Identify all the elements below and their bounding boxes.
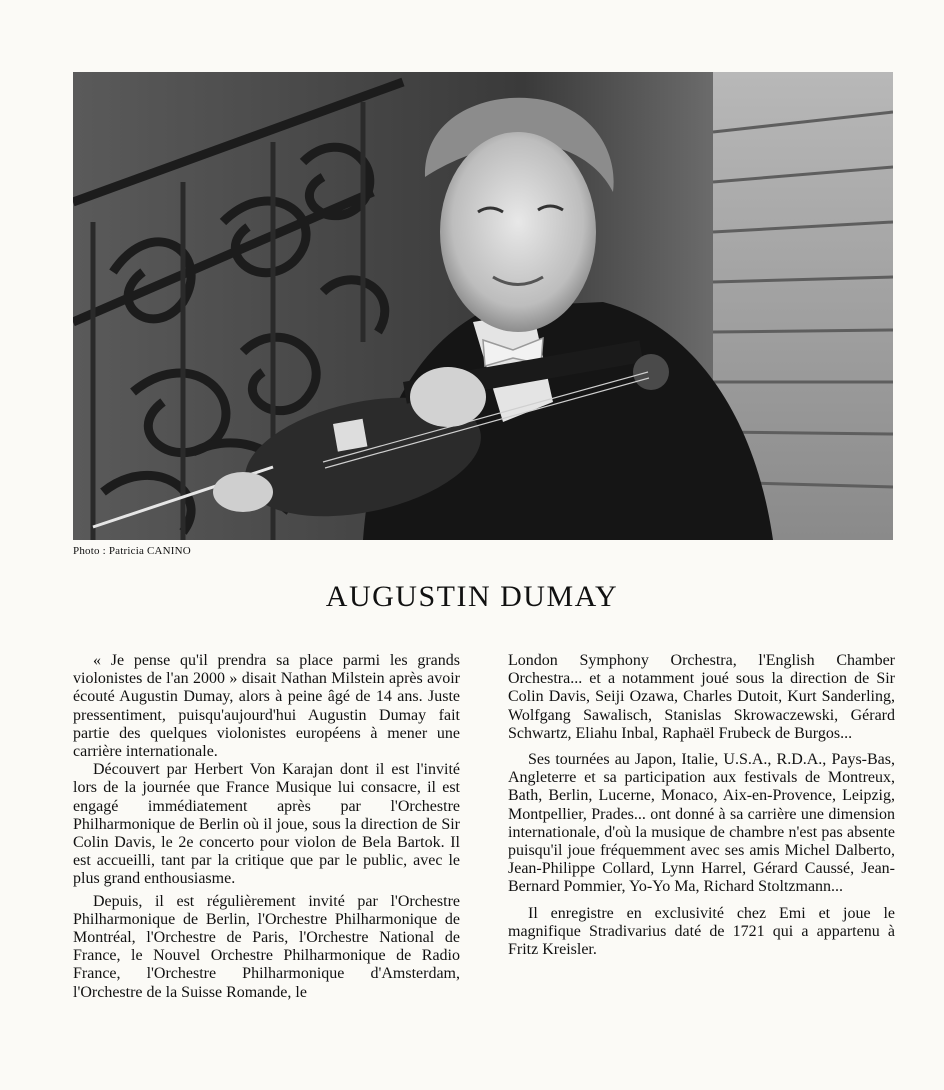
paragraph: London Symphony Orchestra, l'English Chamber Orchestra... et a notamment joué sous la direction de Sir Colin Davis, Seiji Ozawa, Charles Dutoit, Kurt Sanderling, Wolfgang Sawalisch, Stanislas Skrowaczewski, Gérard Schwartz, Eliahu Inbal, Raphaël Frubeck de Burgos...: [508, 652, 895, 742]
paragraph: Ses tournées au Japon, Italie, U.S.A., R.D.A., Pays-Bas, Angleterre et sa participation aux festivals de Montreux, Bath, Berlin, Lucerne, Monaco, Aix-en-Provence, Leipzig, Montpellier, Prades... ont donné à sa carrière une dimension internationale, d'où la musique de chambre n'est pas absente puisqu'il joue fréquemment avec ses amis Michel Dalberto, Jean-Philippe Collard, Lynn Harrel, Gérard Caussé, Jean-Bernard Pommier, Yo-Yo Ma, Richard Stoltzmann...: [508, 751, 895, 896]
right-column: [508, 652, 895, 959]
photo-credit: Photo : Patricia CANINO: [73, 545, 191, 557]
left-column: [73, 652, 460, 1002]
hand: [410, 367, 486, 427]
paragraph: Depuis, il est régulièrement invité par l'Orchestre Philharmonique de Berlin, l'Orchestre Philharmonique de Montréal, l'Orchestre de Paris, l'Orchestre National de France, le Nouvel Orchestre Philharmonique de Radio France, l'Orchestre Philharmonique d'Amsterdam, l'Orchestre de la Suisse Romande, le: [73, 892, 460, 1001]
paragraph: « Je pense qu'il prendra sa place parmi les grands violonistes de l'an 2000 » disait Nathan Milstein après avoir écouté Augustin Dumay, alors à peine âgé de 14 ans. Juste pressentiment, puisqu'aujourd'hui Augustin Dumay fait partie des quelques violonistes européens à mener une carrière internationale.: [73, 652, 460, 761]
hand: [213, 472, 273, 512]
page-title: AUGUSTIN DUMAY: [325, 580, 619, 613]
paragraph: Découvert par Herbert Von Karajan dont il est l'invité lors de la journée que France Musique lui consacre, il est engagé immédiatement après par l'Orchestre Philharmonique de Berlin où il joue, sous la direction de Sir Colin Davis, le 2e concerto pour violon de Bela Bartok. Il est accueilli, tant par la critique que par le public, avec le plus grand enthousiasme.: [73, 761, 460, 888]
paragraph: Il enregistre en exclusivité chez Emi et joue le magnifique Stradivarius daté de 1721 qui a appartenu à Fritz Kreisler.: [508, 904, 895, 959]
portrait-photo: [73, 72, 893, 540]
face: [440, 132, 596, 332]
